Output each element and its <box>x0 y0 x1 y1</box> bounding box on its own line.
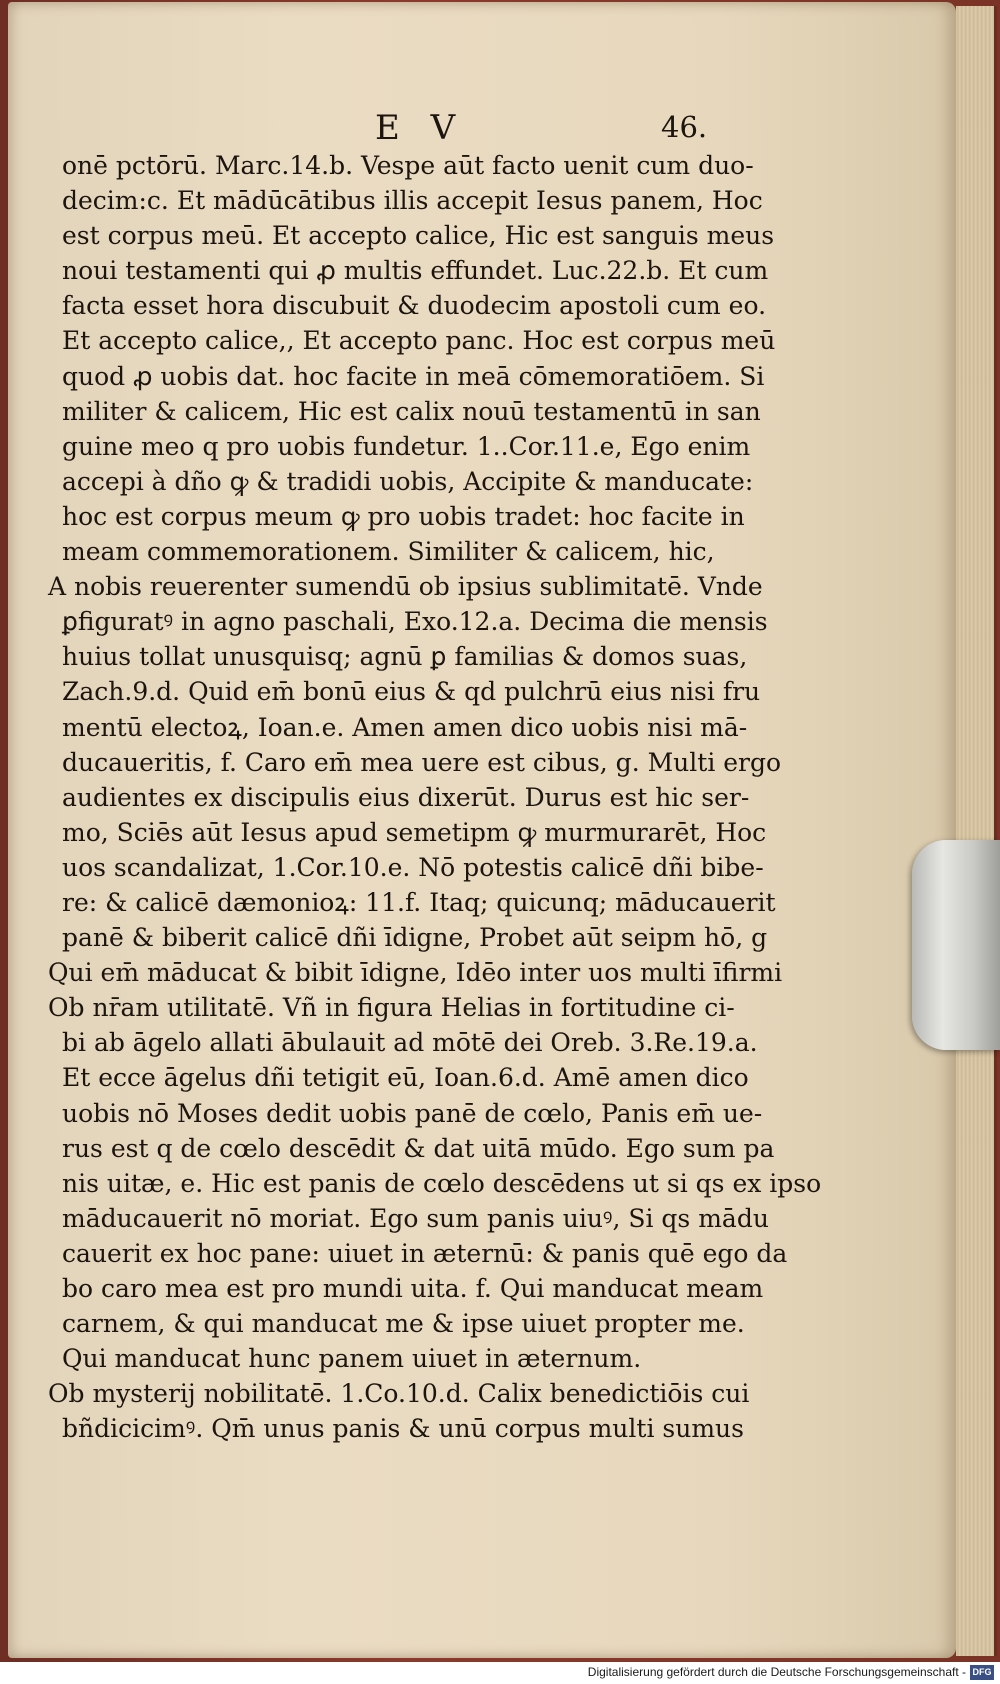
page-fore-edge <box>956 6 997 1656</box>
running-head <box>375 108 715 148</box>
funding-credit: Digitalisierung gefördert durch die Deutsche Forschungsgemeinschaft - <box>587 1665 966 1679</box>
text-line: uos scandalizat, 1.Cor.10.e. Nō potestis calicē dñi bibe- <box>62 852 764 882</box>
text-line: meam commemorationem. Similiter & calicem, hic, <box>62 537 715 567</box>
folio-number: 46. <box>661 110 708 144</box>
text-line: est corpus meū. Et accepto calice, Hic est sanguis meus <box>62 221 775 251</box>
text-line: decim:c. Et mādūcātibus illis accepit Iesus panem, Hoc <box>62 186 763 216</box>
text-line: Qui em̄ māducat & bibit īdigne, Idēo inter uos multi īfirmi <box>48 958 783 988</box>
text-line: onē pctōrū. Marc.14.b. Vespe aūt facto uenit cum duo- <box>62 151 754 180</box>
text-line: hoc est corpus meum ꝙ pro uobis tradet: hoc facite in <box>62 501 745 531</box>
footer-bar <box>0 1662 1000 1684</box>
text-line: mo, Sciēs aūt Iesus apud semetipm ꝙ murmurarēt, Hoc <box>62 817 767 847</box>
signature-mark: E V <box>375 108 466 148</box>
text-line: Et ecce āgelus dñi tetigit eū, Ioan.6.d. Amē amen dico <box>62 1063 749 1093</box>
text-line: uobis nō Moses dedit uobis panē de cœlo, Panis em̄ ue- <box>62 1098 763 1128</box>
text-line: panē & biberit calicē dñi īdigne, Probet aūt seipm hō, g <box>62 923 768 953</box>
text-line: bi ab āgelo allati ābulauit ad mōtē dei Oreb. 3.Re.19.a. <box>62 1028 758 1058</box>
text-line: militer & calicem, Hic est calix nouū testamentū in san <box>62 396 761 426</box>
text-line: ꝑfiguratꝰ in agno paschali, Exo.12.a. Decima die mensis <box>62 607 768 637</box>
text-line: A nobis reuerenter sumendū ob ipsius sublimitatē. Vnde <box>48 572 763 602</box>
text-line: Zach.9.d. Quid em̄ bonū eius & qd pulchrū eius nisi fru <box>62 677 761 707</box>
text-line: re: & calicē dæmonioꝝ: 11.f. Itaq; quicunq; māducauerit <box>62 887 776 917</box>
text-line: cauerit ex hoc pane: uiuet in æternū: & panis quē ego da <box>62 1238 788 1268</box>
text-line: carnem, & qui manducat me & ipse uiuet propter me. <box>62 1309 745 1339</box>
dfg-logo: DFG <box>970 1665 994 1680</box>
body-text <box>48 148 822 1446</box>
text-line: noui testamenti qui ꝓ multis effundet. Luc.22.b. Et cum <box>62 256 769 286</box>
text-line: audientes ex discipulis eius dixerūt. Durus est hic ser- <box>62 782 750 812</box>
text-line: guine meo q pro uobis fundetur. 1..Cor.11.e, Ego enim <box>62 431 751 461</box>
text-line: accepi à dño ꝙ & tradidi uobis, Accipite & manducate: <box>62 466 754 496</box>
text-line: Ob nr̄am utilitatē. Vñ in figura Helias in fortitudine ci- <box>48 993 735 1023</box>
text-line: huius tollat unusquisq; agnū ꝑ familias & domos suas, <box>62 642 748 672</box>
text-line: nis uitæ, e. Hic est panis de cœlo descēdens ut si qs ex ipso <box>62 1168 822 1198</box>
text-line: quod ꝓ uobis dat. hoc facite in meā cōmemoratiōem. Si <box>62 361 765 391</box>
text-line: Et accepto calice,, Et accepto panc. Hoc est corpus meū <box>62 326 776 356</box>
text-line: rus est q de cœlo descēdit & dat uitā mūdo. Ego sum pa <box>62 1133 775 1163</box>
text-line: bñdicicimꝰ. Qm̄ unus panis & unū corpus multi sumus <box>62 1414 744 1444</box>
text-line: māducauerit nō moriat. Ego sum panis uiuꝰ, Si qs mādu <box>62 1203 769 1233</box>
text-line: bo caro mea est pro mundi uita. f. Qui manducat meam <box>62 1274 764 1303</box>
text-line: Qui manducat hunc panem uiuet in æternum. <box>62 1344 642 1374</box>
text-line: mentū electoꝝ, Ioan.e. Amen amen dico uobis nisi mā- <box>62 712 748 742</box>
text-line: ducaueritis, f. Caro em̄ mea uere est cibus, g. Multi ergo <box>62 747 782 777</box>
text-line: facta esset hora discubuit & duodecim apostoli cum eo. <box>62 291 767 321</box>
text-line: Ob mysterij nobilitatē. 1.Co.10.d. Calix benedictiōis cui <box>48 1379 750 1409</box>
page-clip <box>912 840 1000 1050</box>
